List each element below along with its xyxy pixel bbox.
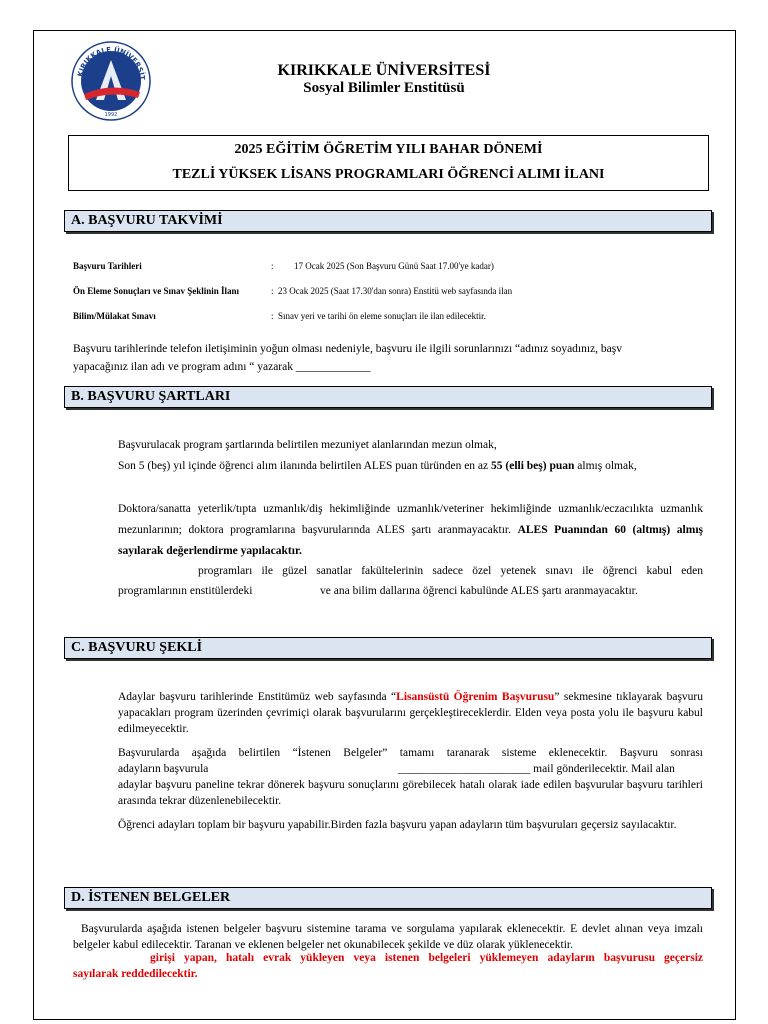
section-d-heading: D. İSTENEN BELGELER xyxy=(64,887,712,909)
required-documents-p1: Başvurularda aşağıda istenen belgeler başvuru sistemine tarama ve sorgulama yapılarak eklenecektir. E devlet alınan veya imzalı belgeler kabul edilecektir. Taranan ve eklenen belgeler net okunabilecek şekilde ve düz olarak yüklenecektir. xyxy=(73,923,703,951)
condition-2 xyxy=(118,458,713,474)
university-name: KIRIKKALE ÜNİVERSİTESİ xyxy=(277,62,491,79)
application-method-text: Adaylar başvuru tarihlerinde Enstitümüz web sayfasında “ xyxy=(118,691,397,703)
calendar-sep: : xyxy=(271,286,274,296)
calendar-sep: : xyxy=(271,261,274,271)
condition-4-line-1: programları ile güzel sanatlar fakültelerinin sadece özel yetenek sınavı ile öğrenci kabul eden xyxy=(198,565,703,577)
application-method-p1 xyxy=(118,689,703,737)
calendar-value: 17 Ocak 2025 (Son Başvuru Günü Saat 17.00'ye kadar) xyxy=(294,261,494,271)
calendar-sep: : xyxy=(271,311,274,321)
calendar-note-line-1: Başvuru tarihlerinde telefon iletişiminin yoğun olması nedeniyle, başvuru ile ilgili sorunlarınızı “adınız soyadınız, başv xyxy=(73,343,623,355)
application-method-p2-line-2a: adayların başvurula xyxy=(118,763,209,775)
required-documents-warning-line-1: girişi yapan, hatalı evrak yükleyen veya istenen belgeleri yüklemeyen adayların başvurusu geçersiz xyxy=(150,952,703,964)
calendar-note-line-2: yapacağınız ilan adı ve program adını “ yazarak _____________ xyxy=(73,361,371,373)
application-method-p2-line-2b: _______________________ mail gönderilecektir. Mail alan xyxy=(398,763,675,775)
calendar-value: Sınav yeri ve tarihi ön eleme sonuçları ile ilan edilecektir. xyxy=(278,311,486,321)
condition-3-bold: ALES Puanından 60 (altmış) almış sayılarak değerlendirme yapılacaktır. xyxy=(118,524,703,557)
application-link-text: Lisansüstü Öğrenim Başvurusu xyxy=(396,691,555,703)
calendar-value: 23 Ocak 2025 (Saat 17.30'dan sonra) Enstitü web sayfasında ilan xyxy=(278,286,513,296)
condition-2-text: Son 5 (beş) yıl içinde öğrenci alım ilanında belirtilen ALES puan türünden en az xyxy=(118,460,492,472)
section-c-heading: C. BAŞVURU ŞEKLİ xyxy=(64,637,712,659)
calendar-label: Ön Eleme Sonuçları ve Sınav Şeklinin İlanı xyxy=(73,286,240,296)
calendar-label: Bilim/Mülakat Sınavı xyxy=(73,311,156,321)
title-line-2: TEZLİ YÜKSEK LİSANS PROGRAMLARI ÖĞRENCİ ALIMI İLANI xyxy=(172,167,605,182)
condition-3 xyxy=(118,499,703,562)
required-documents-warning-line-2: sayılarak reddedilecektir. xyxy=(73,968,198,980)
condition-2-bold: 55 (elli beş) puan xyxy=(491,460,575,472)
section-b-heading: B. BAŞVURU ŞARTLARI xyxy=(64,386,712,408)
announcement-title-box xyxy=(68,135,709,191)
logo-year: 1992 xyxy=(104,112,118,118)
title-line-1: 2025 EĞİTİM ÖĞRETİM YILI BAHAR DÖNEMİ xyxy=(234,142,543,157)
application-method-p2-rest: adaylar başvuru paneline tekrar dönerek başvuru sonuçlarını görebilecek hatalı olarak iade edilen başvurular başvuru tarihleri arasında tekrar düzenlenebilecektir. xyxy=(118,779,703,807)
logo-text: KIRIKKALE ÜNİVERSİT xyxy=(76,45,147,81)
condition-4-line-2b: ve ana bilim dallarına öğrenci kabulünde ALES şartı aranmayacaktır. xyxy=(320,585,638,597)
condition-2-text-end: almış olmak, xyxy=(574,460,637,472)
application-method-p3: Öğrenci adayları toplam bir başvuru yapabilir.Birden fazla başvuru yapan adayların tüm başvuruları geçersiz sayılacaktır. xyxy=(118,819,677,831)
application-method-p2-line-1: Başvurularda aşağıda belirtilen “İstenen Belgeler” tamamı taranarak sisteme eklenecektir. Başvuru sonrası xyxy=(118,747,703,759)
condition-1: Başvurulacak program şartlarında belirtilen mezuniyet alanlarından mezun olmak, xyxy=(118,439,497,451)
condition-4-line-2a: programlarının enstitülerdeki xyxy=(118,585,253,597)
section-a-heading: A. BAŞVURU TAKVİMİ xyxy=(64,210,712,232)
condition-3-text: Doktora/sanatta yeterlik/tıpta uzmanlık/diş hekimliğinde uzmanlık/veteriner hekimliğinde uzmanlık/eczacılıkta uzmanlık mezunlarının; doktora programlarına başvurularında ALES şartı aranmayacaktır. xyxy=(118,503,703,536)
institute-name: Sosyal Bilimler Enstitüsü xyxy=(303,80,465,96)
calendar-label: Başvuru Tarihleri xyxy=(73,261,142,271)
application-method-text-end: ” sekmesine tıklayarak başvuru yapacakları program üzerinden çevrimiçi olarak başvurularını gerçekleştireceklerdir. Elden veya posta yolu ile başvuru kabul edilmeyecektir. xyxy=(118,691,703,735)
